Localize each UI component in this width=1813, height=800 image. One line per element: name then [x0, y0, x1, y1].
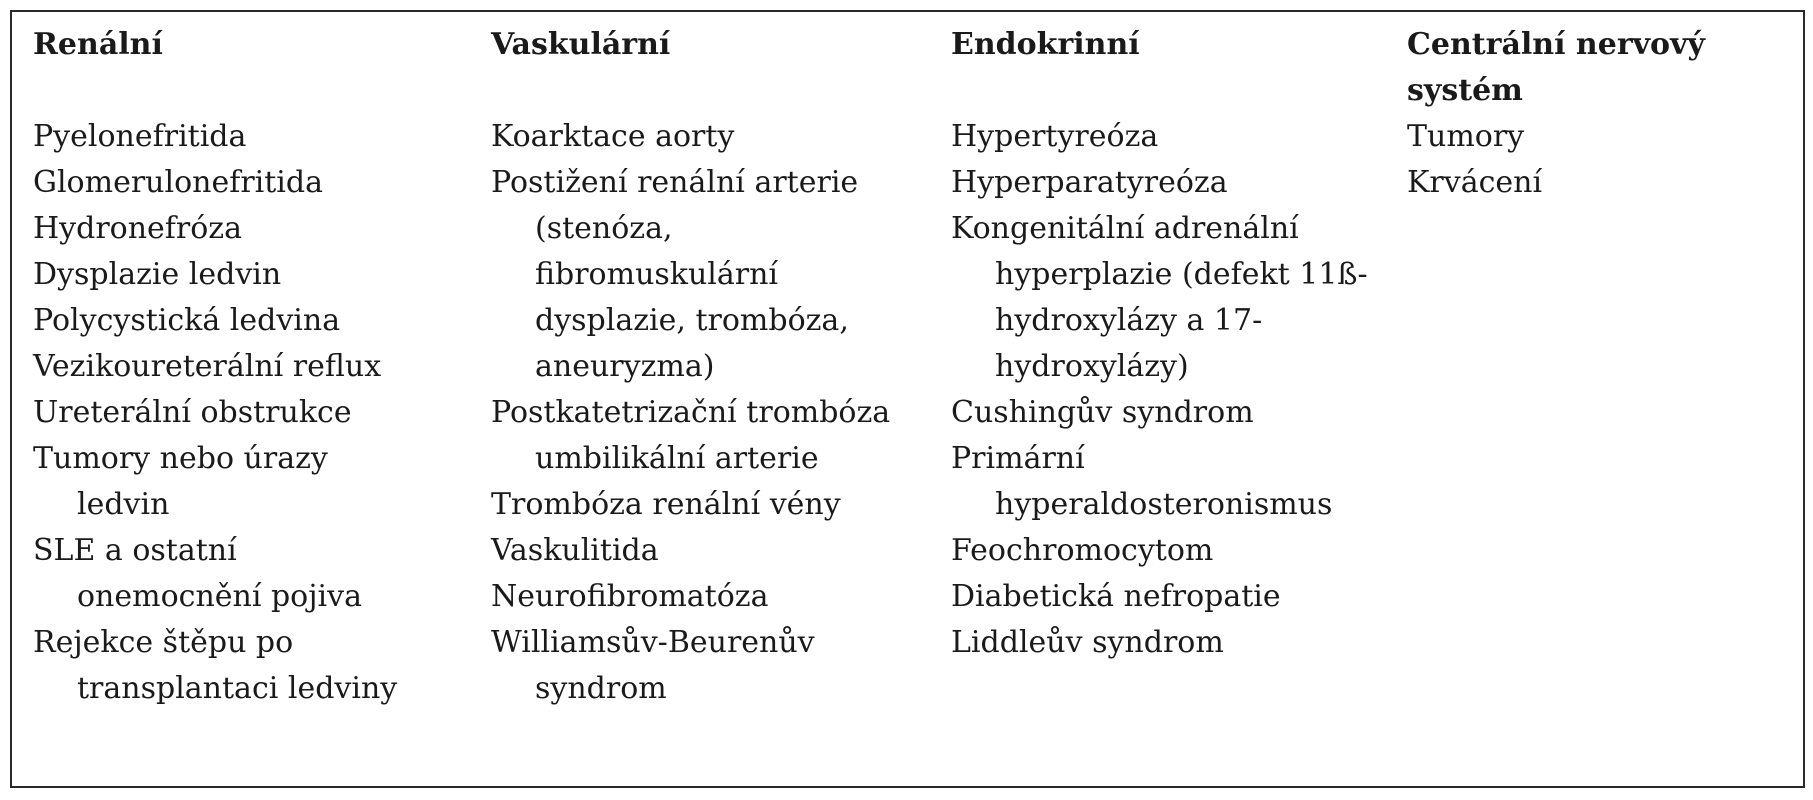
list-item: Postkatetrizační trombóza umbilikální arterie	[491, 395, 891, 476]
column-endocrine	[951, 22, 1407, 712]
list-item: Hydronefróza	[33, 211, 242, 246]
column-renal	[33, 22, 491, 712]
list-item: Vezikoureterální reflux	[33, 349, 382, 384]
list-item: Polycystická ledvina	[33, 303, 341, 338]
item-list	[1407, 114, 1787, 206]
list-item: Tumory	[1407, 119, 1525, 154]
item-list	[491, 114, 951, 712]
list-item: Ureterální obstrukce	[33, 395, 352, 430]
list-item: Vaskulitida	[491, 533, 659, 568]
causes-table	[33, 22, 1793, 712]
list-item: Trombóza renální vény	[491, 487, 841, 522]
list-item: Hyperparatyreóza	[951, 165, 1228, 200]
column-vascular	[491, 22, 951, 712]
list-item: Primární hyperaldosteronismus	[951, 441, 1333, 522]
list-item: Diabetická nefropatie	[951, 579, 1281, 614]
list-item: Hypertyreóza	[951, 119, 1159, 154]
list-item: Glomerulonefritida	[33, 165, 323, 200]
list-item: Rejekce štěpu po transplantaci ledviny	[33, 625, 398, 706]
column-cns	[1407, 22, 1787, 712]
item-list	[951, 114, 1407, 666]
list-item: Neurofibromatóza	[491, 579, 769, 614]
list-item: Krvácení	[1407, 165, 1543, 200]
list-item: Williamsův-Beurenův syndrom	[491, 625, 815, 706]
list-item: Cushingův syndrom	[951, 395, 1254, 430]
column-header: Endokrinní	[951, 27, 1140, 62]
list-item: Dysplazie ledvin	[33, 257, 282, 292]
list-item: Pyelonefritida	[33, 119, 247, 154]
list-item: Feochromocytom	[951, 533, 1214, 568]
list-item: Tumory nebo úrazy ledvin	[33, 441, 328, 522]
list-item: Postižení renální arterie (stenóza, fibromuskulární dysplazie, trombóza, aneuryzma)	[491, 165, 859, 384]
list-item: SLE a ostatní onemocnění pojiva	[33, 533, 362, 614]
column-header: Centrální nervový systém	[1407, 27, 1705, 108]
list-item: Koarktace aorty	[491, 119, 735, 154]
list-item: Kongenitální adrenální hyperplazie (defekt 11ß-hydroxylázy a 17-hydroxylázy)	[951, 211, 1368, 384]
column-header: Renální	[33, 27, 163, 62]
item-list	[33, 114, 491, 712]
list-item: Liddleův syndrom	[951, 625, 1224, 660]
column-header: Vaskulární	[491, 27, 671, 62]
